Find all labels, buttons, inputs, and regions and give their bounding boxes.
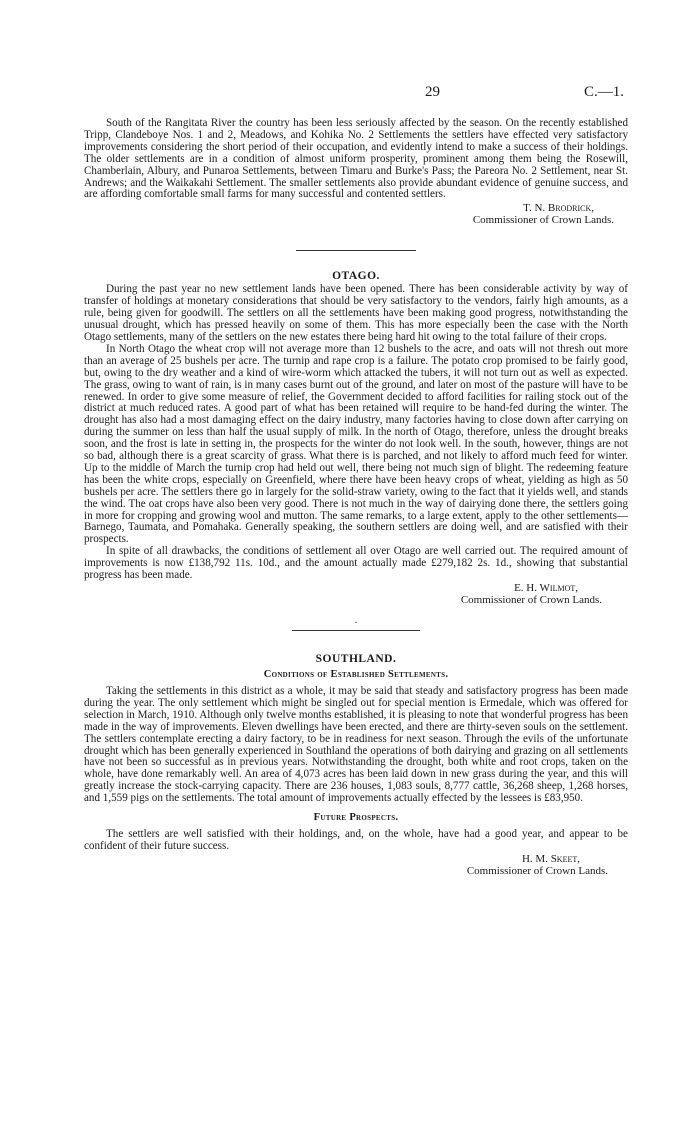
southland-section <box>84 653 628 877</box>
signature-title: Commissioner of Crown Lands. <box>472 214 614 227</box>
page-header <box>84 0 628 118</box>
signature-name: H. M. Skeet, <box>521 852 580 865</box>
otago-section <box>84 270 628 606</box>
dot-ornament: · <box>354 618 358 629</box>
conditions-subheading: Conditions of Established Settlements. <box>263 669 449 680</box>
southland-prospects-paragraph: The settlers are well satisfied with their holdings, and, on the whole, have had a good year, and appear to be confident of their future success. <box>84 828 628 852</box>
document-reference: C.—1. <box>583 84 624 100</box>
otago-paragraph-1: During the past year no new settlement lands have been opened. There has been considerable activity by way of transfer of holdings at monetary considerations that should be very satisfactory to the vendors, fairly high amounts, as a rule, being given for goodwill. The settlers on all the settlements have been making good progress, notwithstanding the unusual drought, which has pressed heavily on some of them. This has more especially been the case with the North Otago settlements, many of the settlers on the new estates there being hard hit owing to the total failure of their crops. <box>84 283 628 343</box>
otago-paragraph-3: In spite of all drawbacks, the conditions of settlement all over Otago are well carried out. The required amount of improvements is now £138,792 11s. 10d., and the amount actually made £279,182 2s. 1d., showing that substantial progress has been made. <box>84 545 628 582</box>
southland-heading: SOUTHLAND. <box>315 653 397 665</box>
signature-name: E. H. Wilmot, <box>514 582 578 594</box>
canterbury-section <box>84 118 628 226</box>
signature-title: Commissioner of Crown Lands. <box>460 594 602 606</box>
signature-title: Commissioner of Crown Lands. <box>466 864 608 877</box>
otago-heading: OTAGO. <box>332 270 380 283</box>
signature-name: T. N. Brodrick, <box>523 202 594 215</box>
southland-conditions-paragraph: Taking the settlements in this district as a whole, it may be said that steady and satisfactory progress has been made during the year. The only settlement which might be singled out for special mention is Ermedale, which was offered for selection in March, 1910. Although only twelve months established, it is pleasing to note that wonderful progress has been made in the way of improvements. Eleven dwellings have been erected, and there are thirty-seven souls on the settlement. The settlers contemplate erecting a dairy factory, to be in readiness for next season. Through the evils of the unfortunate drought which has been generally experienced in Southland the operations of both dairying and grazing on all settlements have not been so successful as in previous years. Notwithstanding the drought, both white and root crops, taken on the whole, have done remarkably well. An area of 4,073 acres has been laid down in new grass during the year, and this will greatly increase the stock-carrying capacity. There are 236 houses, 1,083 souls, 8,777 cattle, 36,268 sheep, 1,268 horses, and 1,559 pigs on the settlements. The total amount of improvements actually effected by the lessees is £83,950. <box>84 685 628 805</box>
prospects-subheading: Future Prospects. <box>313 812 399 824</box>
canterbury-paragraph: South of the Rangitata River the country has been less seriously affected by the season. On the recently established Tripp, Clandeboye Nos. 1 and 2, Meadows, and Kohika No. 2 Settlements the settlers have effected very satisfactory improvements considering the short period of their occupation, and evidently intend to make a success of their holdings. The older settlements are in a condition of almost uniform prosperity, prominent among them being the Rosewill, Chamberlain, Albury, and Punaroa Settlements, between Timaru and Burke's Pass; the Pareora No. 2 Settlement, near St. Andrews; and the Waikakahi Settlement. The smaller settlements also provide abundant evidence of genuine success, and are affording comfortable small farms for many successful and contented settlers. <box>84 117 628 201</box>
otago-paragraph-2: In North Otago the wheat crop will not average more than 12 bushels to the acre, and oats will not thresh out more than an average of 25 bushels per acre. The turnip and rape crop is a failure. The potato crop promised to be fairly good, but, owing to the dry weather and a kind of wire-worm which attacked the tubers, it will not turn out as well as expected. The grass, owing to want of rain, is in many cases burnt out of the ground, and later on most of the pasture will have to be renewed. In order to give some measure of relief, the Government decided to afford facilities for railing stock out of the district at much reduced rates. A good part of what has been retained will require to be hand-fed during the winter. The drought has also had a most damaging effect on the dairy industry, many factories having to close down after carrying on during the summer on less than half the usual supply of milk. In the north of Otago, therefore, unless the drought breaks soon, and the frost is late in setting in, the prospects for the winter do not look well. In the south, however, things are not so bad, although there is a great scarcity of grass. What there is is parched, and not likely to afford much feed for winter. Up to the middle of March the turnip crop had held out well, there being not much sign of blight. The redeeming feature has been the white crops, especially on Greenfield, where there have been heavy crops of wheat, yielding as high as 50 bushels per acre. The settlers there go in largely for the solid-straw variety, owing to the fact that it yields well, and stands the wind. The oat crops have also been very good. There is not much in the way of dairying done there, the settlers going in more for cropping and growing wool and mutton. The same remarks, to a large extent, apply to the other settlements—Barnego, Taumata, and Pomahaka. Generally speaking, the southern settlers are doing well, and are satisfied with their prospects. <box>84 342 628 546</box>
southland-signature <box>84 853 628 877</box>
otago-signature <box>84 582 628 606</box>
section-divider <box>292 630 420 631</box>
page-number: 29 <box>425 84 440 100</box>
section-divider <box>296 250 416 251</box>
canterbury-signature <box>84 202 628 226</box>
